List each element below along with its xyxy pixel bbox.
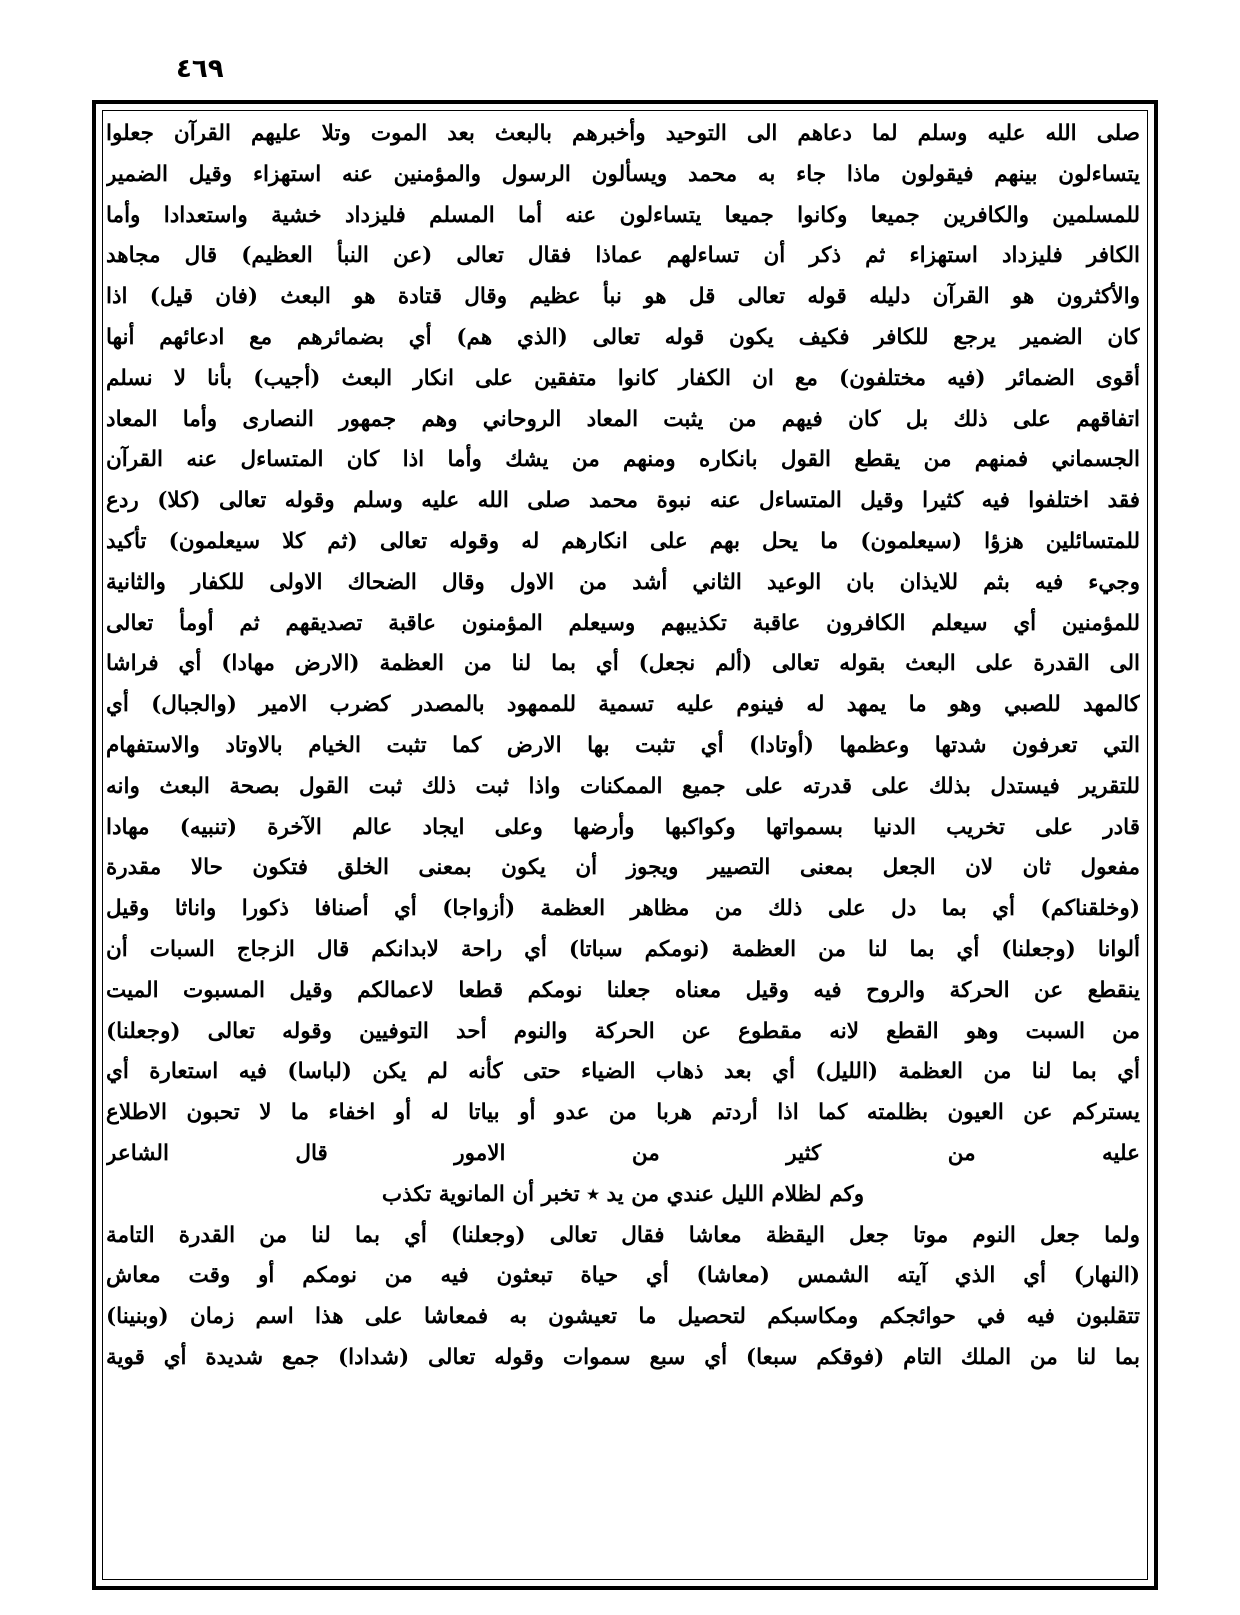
text-line: كان الضمير يرجع للكافر فكيف يكون قوله تعالى (الذي هم) أي بضمائرهم مع ادعائهم أنها bbox=[106, 324, 1140, 350]
text-line: يتساءلون بينهم فيقولون ماذا جاء به محمد ويسألون الرسول والمؤمنين عنه استهزاء وقيل الضمير bbox=[106, 161, 1140, 187]
body-text bbox=[106, 114, 1140, 1379]
text-line: ألوانا (وجعلنا) أي بما لنا من العظمة (نومكم سباتا) أي راحة لابدانكم قال الزجاج السبات أن bbox=[106, 936, 1140, 962]
text-line: وجيء فيه بثم للايذان بان الوعيد الثاني أشد من الاول وقال الضحاك الاولى للكفار والثانية bbox=[106, 569, 1140, 595]
text-line: الى القدرة على البعث بقوله تعالى (ألم نجعل) أي بما لنا من العظمة (الارض مهادا) أي فراشا bbox=[106, 651, 1140, 677]
page-number: ٤٦٩ bbox=[176, 54, 224, 84]
text-line: للمؤمنين أي سيعلم الكافرون عاقبة تكذيبهم وسيعلم المؤمنون عاقبة تصديقهم ثم أومأ تعالى bbox=[106, 610, 1140, 636]
text-line: والأكثرون هو القرآن دليله قوله تعالى قل هو نبأ عظيم وقال قتادة هو البعث (فان قيل) اذا bbox=[106, 284, 1140, 310]
text-line: قادر على تخريب الدنيا بسمواتها وكواكبها وأرضها وعلى ايجاد عالم الآخرة (تنبيه) مهادا bbox=[106, 814, 1140, 840]
text-line: فقد اختلفوا فيه كثيرا وقيل المتساءل عنه نبوة محمد صلى الله عليه وسلم وقوله تعالى (كلا) ردع bbox=[106, 488, 1140, 514]
text-line: ولما جعل النوم موتا جعل اليقظة معاشا فقال تعالى (وجعلنا) أي بما لنا من القدرة التامة bbox=[106, 1222, 1140, 1248]
poetry-verse: وكم لظلام الليل عندي من يد ٭ تخبر أن المانوية تكذب bbox=[381, 1181, 865, 1207]
text-line: كالمهد للصبي وهو ما يمهد له فينوم عليه تسمية للممهود بالمصدر كضرب الامير (والجبال) أي bbox=[106, 692, 1140, 718]
text-line: اتفاقهم على ذلك بل كان فيهم من يثبت المعاد الروحاني وهم جمهور النصارى وأما المعاد bbox=[106, 406, 1140, 432]
text-line: من السبت وهو القطع لانه مقطوع عن الحركة والنوم أحد التوفيين وقوله تعالى (وجعلنا) bbox=[106, 1018, 1140, 1044]
text-line: للتقرير فيستدل بذلك على قدرته على جميع الممكنات واذا ثبت ذلك ثبت القول بصحة البعث وانه bbox=[106, 773, 1140, 799]
text-line: للمتسائلين هزؤا (سيعلمون) ما يحل بهم على انكارهم له وقوله تعالى (ثم كلا سيعلمون) تأكيد bbox=[106, 528, 1140, 554]
text-line: مفعول ثان لان الجعل بمعنى التصيير ويجوز أن يكون بمعنى الخلق فتكون حالا مقدرة bbox=[106, 855, 1140, 881]
text-line: ينقطع عن الحركة والروح فيه وقيل معناه جعلنا نومكم قطعا لاعمالكم وقيل المسبوت الميت bbox=[106, 977, 1140, 1003]
text-line: صلى الله عليه وسلم لما دعاهم الى التوحيد وأخبرهم بالبعث بعد الموت وتلا عليهم القرآن جعلوا bbox=[106, 121, 1140, 146]
text-line: (وخلقناكم) أي بما دل على ذلك من مظاهر العظمة (أزواجا) أي أصنافا ذكورا واناثا وقيل bbox=[106, 896, 1140, 922]
text-line: الجسماني فمنهم من يقطع القول بانكاره ومنهم من يشك وأما اذا كان المتساءل عنه القرآن bbox=[106, 447, 1140, 473]
text-line: عليه من كثير من الامور قال الشاعر bbox=[106, 1140, 1140, 1166]
text-line: يستركم عن العيون بظلمته كما اذا أردتم هربا من عدو أو بياتا له أو اخفاء ما لا تحبون الاطلاع bbox=[106, 1100, 1140, 1126]
text-line: للمسلمين والكافرين جميعا وكانوا جميعا يتساءلون عنه أما المسلم فليزداد خشية واستعدادا وأما bbox=[106, 202, 1140, 228]
text-line: (النهار) أي الذي آيته الشمس (معاشا) أي حياة تبعثون فيه من نومكم أو وقت معاش bbox=[106, 1263, 1140, 1289]
text-line: التي تعرفون شدتها وعظمها (أوتادا) أي تثبت بها الارض كما تثبت الخيام بالاوتاد والاستفهام bbox=[106, 732, 1140, 758]
text-line: أي بما لنا من العظمة (الليل) أي بعد ذهاب الضياء حتى كأنه لم يكن (لباسا) فيه استعارة أي bbox=[106, 1059, 1140, 1085]
text-line: تتقلبون فيه في حوائجكم ومكاسبكم لتحصيل ما تعيشون به فمعاشا على هذا اسم زمان (وبنينا) bbox=[106, 1304, 1140, 1330]
text-line: بما لنا من الملك التام (فوقكم سبعا) أي سبع سموات وقوله تعالى (شدادا) جمع شديدة أي قوية bbox=[106, 1344, 1140, 1370]
text-line: الكافر فليزداد استهزاء ثم ذكر أن تساءلهم عماذا فقال تعالى (عن النبأ العظيم) قال مجاهد bbox=[106, 243, 1140, 269]
text-line: أقوى الضمائر (فيه مختلفون) مع ان الكفار كانوا متفقين على انكار البعث (أجيب) بأنا لا نسلم bbox=[106, 365, 1140, 391]
